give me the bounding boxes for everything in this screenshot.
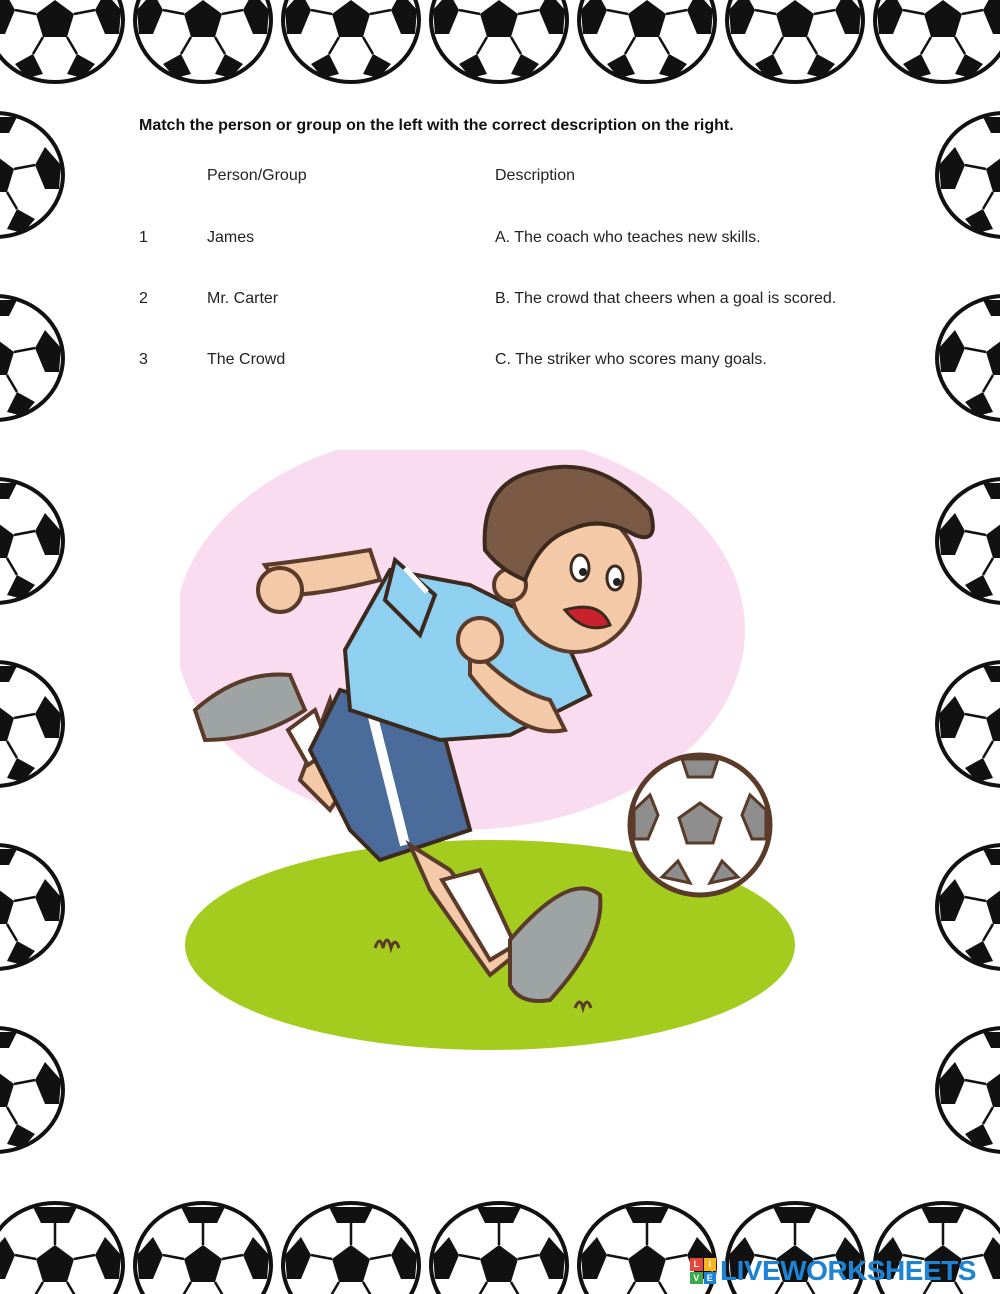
soccer-ball-icon xyxy=(937,1028,1000,1152)
soccer-ball-icon xyxy=(937,113,1000,237)
soccer-ball-icon xyxy=(283,1203,419,1294)
soccer-ball-icon xyxy=(937,296,1000,420)
row-number: 3 xyxy=(139,351,148,368)
soccer-ball-icon xyxy=(431,0,567,82)
soccer-ball-icon xyxy=(0,1028,63,1152)
person-item[interactable]: Mr. Carter xyxy=(207,290,279,307)
soccer-ball-icon xyxy=(0,1203,123,1294)
soccer-ball-icon xyxy=(727,0,863,82)
person-item[interactable]: James xyxy=(207,229,255,246)
soccer-ball-icon xyxy=(937,662,1000,786)
boy-kicking-ball-illustration xyxy=(180,450,820,1070)
row-number: 2 xyxy=(139,290,148,307)
soccer-ball-icon xyxy=(135,1203,271,1294)
soccer-ball-icon xyxy=(0,479,63,603)
instruction-text: Match the person or group on the left with the correct description on the right. xyxy=(139,117,734,134)
person-item[interactable]: The Crowd xyxy=(207,351,286,368)
row-number: 1 xyxy=(139,229,148,246)
soccer-ball-icon xyxy=(579,0,715,82)
soccer-ball-icon xyxy=(875,0,1000,82)
soccer-ball-icon xyxy=(283,0,419,82)
description-item[interactable]: A. The coach who teaches new skills. xyxy=(495,229,761,246)
soccer-ball-icon xyxy=(0,113,63,237)
soccer-ball-icon xyxy=(135,0,271,82)
soccer-ball-icon xyxy=(431,1203,567,1294)
soccer-ball-icon xyxy=(0,0,123,82)
soccer-ball-icon xyxy=(0,662,63,786)
logo-mark-icon: L I V E xyxy=(690,1258,716,1284)
liveworksheets-logo xyxy=(690,1254,976,1288)
description-item[interactable]: C. The striker who scores many goals. xyxy=(495,351,767,368)
column-header-description: Description xyxy=(495,167,576,184)
soccer-ball-icon xyxy=(630,755,770,895)
description-item[interactable]: B. The crowd that cheers when a goal is scored. xyxy=(495,290,837,307)
column-header-person: Person/Group xyxy=(207,167,307,184)
logo-text: LIVEWORKSHEETS xyxy=(720,1255,976,1286)
soccer-ball-icon xyxy=(0,845,63,969)
soccer-ball-icon xyxy=(0,296,63,420)
soccer-ball-icon xyxy=(937,479,1000,603)
soccer-ball-icon xyxy=(937,845,1000,969)
